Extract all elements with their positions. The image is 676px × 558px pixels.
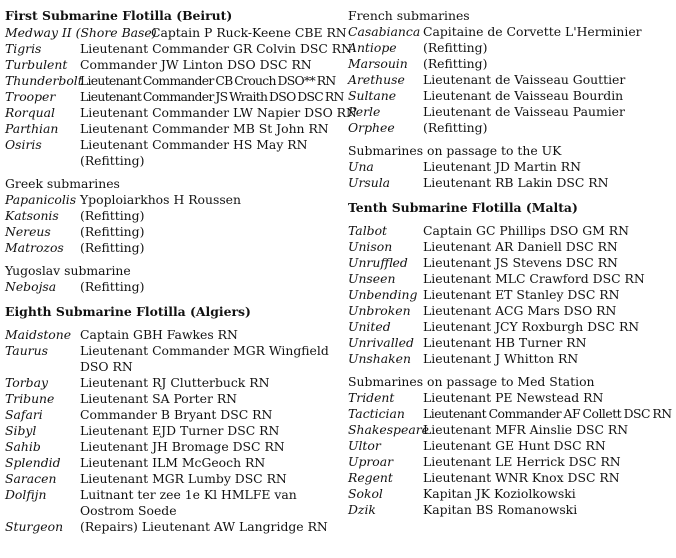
commander: Lieutenant MGR Lumby DSC RN (80, 471, 287, 486)
commander: Lieutenant AR Daniell DSC RN (423, 239, 618, 254)
list-item (348, 422, 674, 438)
commander: (Refitting) (80, 208, 145, 223)
commander: (Refitting) (423, 120, 488, 135)
commander: Kapitan BS Romanowski (423, 502, 578, 517)
vessel-name: Shakespeare (348, 422, 429, 437)
list-item (348, 438, 674, 454)
eighth-flotilla-list (5, 327, 340, 535)
vessel-name: Sultane (348, 88, 397, 103)
list-item (5, 73, 340, 89)
tenth-flotilla-list (348, 223, 674, 367)
vessel-name: Unbroken (348, 303, 411, 318)
vessel-name: Osiris (5, 137, 42, 152)
list-item (348, 335, 674, 351)
list-item (348, 287, 674, 303)
vessel-name: Thunderbolt (5, 73, 83, 88)
list-item (348, 159, 674, 175)
commander: Lieutenant JCY Roxburgh DSC RN (423, 319, 640, 334)
vessel-name: Saracen (5, 471, 57, 486)
list-item (5, 137, 340, 169)
commander: Capitaine de Corvette L'Herminier (423, 24, 642, 39)
commander: Lieutenant Commander MGR Wingfield DSO RN (80, 343, 329, 374)
commander: Lieutenant Commander GR Colvin DSC RN (80, 41, 352, 56)
french-submarines-list (348, 24, 674, 136)
vessel-name: Taurus (5, 343, 48, 358)
list-item (5, 439, 340, 455)
vessel-name: Unruffled (348, 255, 408, 270)
list-item (5, 240, 340, 256)
commander: Lieutenant Commander LW Napier DSO RN (80, 105, 357, 120)
vessel-name: Antiope (348, 40, 397, 55)
commander: Lieutenant PE Newstead RN (423, 390, 604, 405)
vessel-name: Turbulent (5, 57, 68, 72)
vessel-name: Torbay (5, 375, 49, 390)
commander: Lieutenant ET Stanley DSC RN (423, 287, 620, 302)
commander: Ypoploiarkhos H Roussen (80, 192, 241, 207)
passage-uk-heading: Submarines on passage to the UK (348, 143, 562, 158)
list-item (348, 40, 674, 56)
vessel-name: Unrivalled (348, 335, 414, 350)
first-flotilla-list (5, 25, 357, 169)
vessel-name: Unshaken (348, 351, 411, 366)
list-item (348, 104, 674, 120)
vessel-name: Nereus (5, 224, 51, 239)
list-item (5, 121, 340, 137)
vessel-name: Rorqual (5, 105, 55, 120)
vessel-name: Papanicolis (5, 192, 77, 207)
vessel-name: Ultor (348, 438, 381, 453)
list-item (5, 224, 340, 240)
commander: Captain P Ruck-Keene CBE RN (151, 25, 347, 40)
commander: Lieutenant RB Lakin DSC RN (423, 175, 609, 190)
commander: Lieutenant Commander HS May RN (Refitting) (80, 137, 308, 168)
list-item (348, 72, 674, 88)
vessel-name: Tigris (5, 41, 42, 56)
vessel-name: Una (348, 159, 374, 174)
list-item (5, 455, 340, 471)
vessel-name: Orphee (348, 120, 395, 135)
commander: Kapitan JK Koziolkowski (423, 486, 576, 501)
vessel-name: Arethuse (348, 72, 405, 87)
vessel-name: Dzik (348, 502, 376, 517)
list-item (348, 303, 674, 319)
vessel-name: Unison (348, 239, 393, 254)
left-column (5, 8, 357, 535)
commander: Lieutenant HB Turner RN (423, 335, 587, 350)
yugoslav-submarine-heading: Yugoslav submarine (5, 263, 131, 278)
commander: Lieutenant EJD Turner DSC RN (80, 423, 280, 438)
list-item (5, 519, 340, 535)
commander: Lieutenant JD Martin RN (423, 159, 581, 174)
commander: Captain GBH Fawkes RN (80, 327, 238, 342)
commander: Lieutenant de Vaisseau Gouttier (423, 72, 626, 87)
list-item (5, 375, 340, 391)
list-item (5, 487, 340, 519)
list-item (348, 175, 674, 191)
list-item (5, 391, 340, 407)
vessel-name: Talbot (348, 223, 388, 238)
list-item (348, 271, 674, 287)
list-item (348, 239, 674, 255)
list-item (5, 208, 340, 224)
vessel-name: Dolfijn (5, 487, 47, 502)
greek-submarines-list (5, 192, 340, 256)
greek-submarines-heading: Greek submarines (5, 176, 120, 191)
commander: Lieutenant WNR Knox DSC RN (423, 470, 620, 485)
vessel-name: Sibyl (5, 423, 37, 438)
commander: Lieutenant SA Porter RN (80, 391, 238, 406)
passage-med-heading: Submarines on passage to Med Station (348, 374, 595, 389)
vessel-name: Marsouin (348, 56, 408, 71)
commander: Lieutenant Commander AF Collett DSC RN (423, 406, 672, 421)
commander: Lieutenant RJ Clutterbuck RN (80, 375, 270, 390)
right-column (348, 8, 674, 518)
list-item (348, 88, 674, 104)
list-item (5, 41, 352, 57)
commander: Lieutenant Commander MB St John RN (80, 121, 329, 136)
vessel-name: Parthian (5, 121, 59, 136)
list-item (348, 255, 674, 271)
list-item (348, 470, 674, 486)
yugoslav-submarine-list (5, 279, 340, 295)
list-item (5, 471, 340, 487)
list-item (348, 454, 674, 470)
vessel-name: Splendid (5, 455, 61, 470)
list-item (5, 343, 340, 375)
first-flotilla-heading: First Submarine Flotilla (Beirut) (5, 8, 233, 23)
passage-uk-list (348, 159, 674, 191)
vessel-name: Katsonis (5, 208, 59, 223)
commander: Lieutenant ILM McGeoch RN (80, 455, 266, 470)
commander: (Refitting) (80, 240, 145, 255)
list-item (348, 223, 674, 239)
vessel-name: Regent (348, 470, 393, 485)
commander: Lieutenant GE Hunt DSC RN (423, 438, 606, 453)
vessel-name: Safari (5, 407, 43, 422)
commander: (Repairs) Lieutenant AW Langridge RN (80, 519, 328, 534)
list-item (348, 56, 674, 72)
vessel-name: Tactician (348, 406, 405, 421)
list-item (348, 406, 674, 422)
commander: Commander JW Linton DSO DSC RN (80, 57, 312, 72)
vessel-name: Trident (348, 390, 395, 405)
french-submarines-heading: French submarines (348, 8, 470, 23)
commander: Lieutenant LE Herrick DSC RN (423, 454, 621, 469)
list-item (5, 57, 340, 73)
commander: Luitnant ter zee 1e Kl HMLFE van Oostrom Soede (80, 487, 297, 518)
commander: Lieutenant Commander JS Wraith DSO DSC RN (80, 89, 344, 104)
commander: Captain GC Phillips DSO GM RN (423, 223, 629, 238)
list-item (5, 327, 340, 343)
list-item (348, 24, 674, 40)
commander: (Refitting) (423, 40, 488, 55)
vessel-name: Perle (348, 104, 381, 119)
commander: (Refitting) (80, 224, 145, 239)
list-item (348, 486, 674, 502)
commander: Lieutenant Commander CB Crouch DSO** RN (80, 73, 336, 88)
commander: Lieutenant de Vaisseau Bourdin (423, 88, 624, 103)
list-item (348, 390, 674, 406)
list-item (5, 25, 347, 41)
vessel-name: Unbending (348, 287, 418, 302)
commander: Lieutenant MLC Crawford DSC RN (423, 271, 645, 286)
list-item (5, 279, 340, 295)
commander: Lieutenant ACG Mars DSO RN (423, 303, 617, 318)
vessel-name: Uproar (348, 454, 394, 469)
vessel-name: Unseen (348, 271, 396, 286)
vessel-name: Sokol (348, 486, 383, 501)
passage-med-list (348, 390, 674, 518)
list-item (348, 319, 674, 335)
vessel-name: Tribune (5, 391, 55, 406)
vessel-name: Trooper (5, 89, 56, 104)
vessel-name: Sturgeon (5, 519, 64, 534)
commander: (Refitting) (80, 279, 145, 294)
vessel-name: United (348, 319, 391, 334)
vessel-name: Medway II (Shore Base) (5, 25, 157, 40)
vessel-name: Maidstone (5, 327, 72, 342)
list-item (5, 192, 340, 208)
commander: Lieutenant MFR Ainslie DSC RN (423, 422, 629, 437)
list-item (5, 89, 344, 105)
commander: Lieutenant J Whitton RN (423, 351, 579, 366)
vessel-name: Matrozos (5, 240, 64, 255)
commander: Commander B Bryant DSC RN (80, 407, 273, 422)
list-item (348, 502, 674, 518)
vessel-name: Nebojsa (5, 279, 57, 294)
commander: Lieutenant JS Stevens DSC RN (423, 255, 618, 270)
vessel-name: Sahib (5, 439, 41, 454)
list-item (5, 105, 357, 121)
list-item (348, 120, 674, 136)
list-item (348, 351, 674, 367)
list-item (5, 407, 340, 423)
eighth-flotilla-heading: Eighth Submarine Flotilla (Algiers) (5, 304, 251, 319)
commander: (Refitting) (423, 56, 488, 71)
tenth-flotilla-heading: Tenth Submarine Flotilla (Malta) (348, 200, 578, 215)
commander: Lieutenant de Vaisseau Paumier (423, 104, 625, 119)
vessel-name: Ursula (348, 175, 391, 190)
commander: Lieutenant JH Bromage DSC RN (80, 439, 285, 454)
vessel-name: Casabianca (348, 24, 421, 39)
list-item (5, 423, 340, 439)
